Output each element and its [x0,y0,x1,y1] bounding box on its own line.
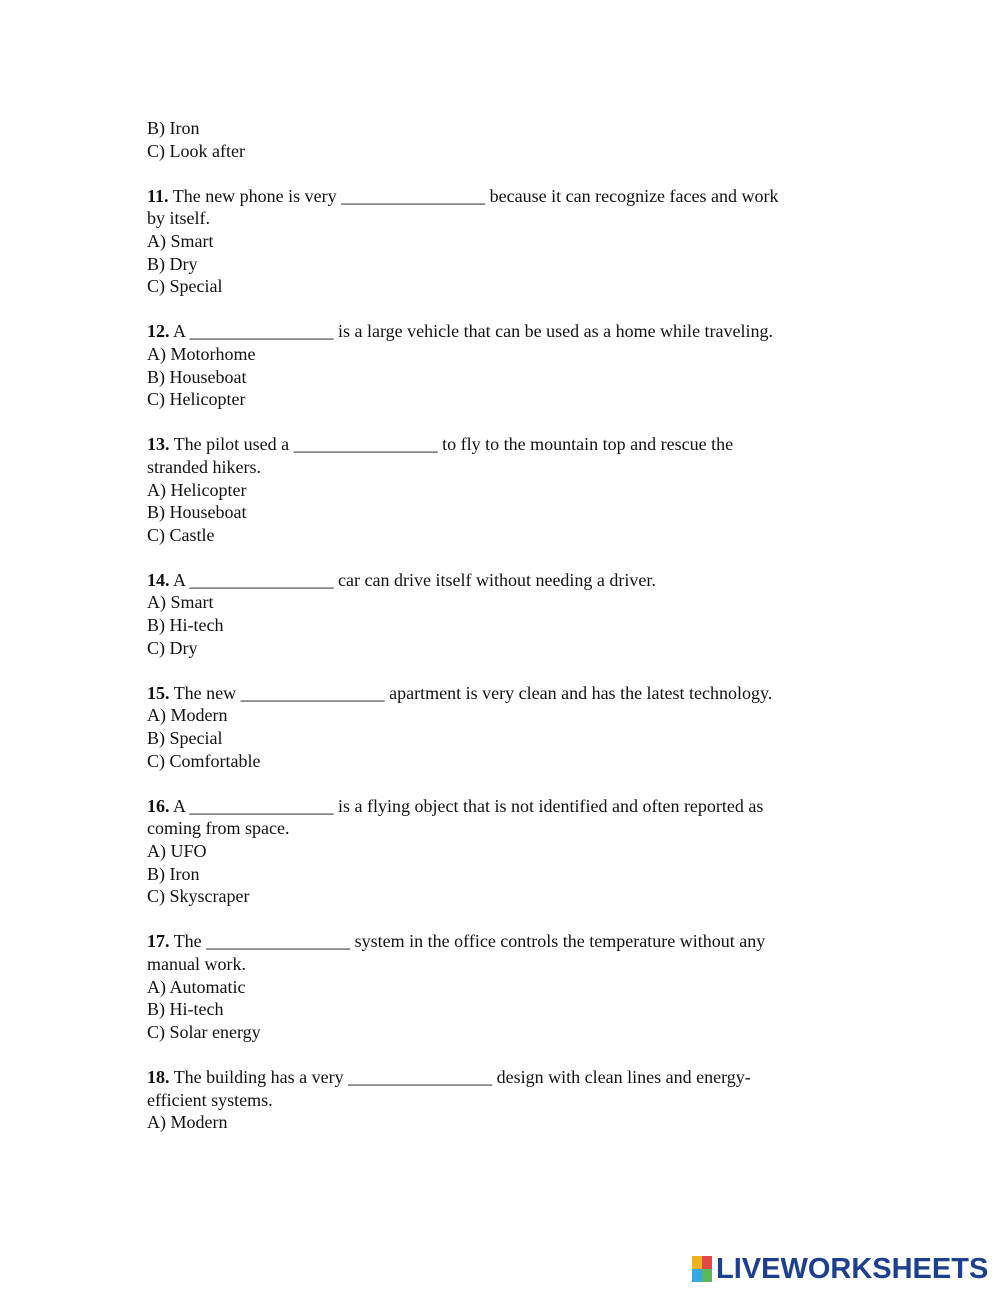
answer-option: A) Motorhome [147,343,256,364]
worksheet-page [147,117,847,1134]
answer-option: C) Dry [147,637,198,658]
question-gap [147,1043,847,1066]
question-block [147,569,847,659]
answer-option: A) UFO [147,841,207,861]
logo-tile [692,1269,702,1282]
question-text: The pilot used a ________________ to fly to the mountain top and rescue the [173,434,734,455]
question-number: 15. [147,682,170,703]
question-text: The new ________________ apartment is very clean and has the latest technology. [173,682,773,703]
question-text: A ________________ is a flying object that is not identified and often reported as [173,795,764,816]
question-gap [147,546,847,569]
answer-option: A) Helicopter [147,479,247,500]
answer-option: A) Automatic [147,976,246,997]
answer-option: A) Modern [147,705,228,726]
lead-in-option: B) Iron [147,118,200,138]
liveworksheets-logo [692,1253,988,1285]
question-text: stranded hikers. [147,456,261,477]
question-stem-line [147,185,847,208]
answer-option: B) Houseboat [147,502,247,523]
answer-option: A) Smart [147,230,214,251]
answer-option: A) Modern [147,1112,228,1133]
answer-option: B) Houseboat [147,366,247,387]
question-text: The new phone is very ________________ because it can recognize faces and work [172,185,779,206]
question-text: coming from space. [147,818,290,839]
question-stem-line [147,817,847,840]
answer-option: C) Skyscraper [147,886,250,907]
question-stem-line [147,569,847,592]
answer-option: C) Special [147,276,223,297]
question-text: The ________________ system in the office controls the temperature without any [173,931,766,952]
answer-option: C) Castle [147,524,215,545]
question-text: The building has a very ________________ design with clean lines and energy- [173,1066,751,1087]
question-text: A ________________ car can drive itself without needing a driver. [173,569,656,590]
question-stem-line [147,1089,847,1112]
question-text: by itself. [147,208,210,229]
question-number: 12. [147,321,170,342]
question-block [147,1066,847,1134]
liveworksheets-logo-icon [692,1256,712,1282]
question-gap [147,908,847,931]
question-block [147,682,847,772]
answer-option: C) Comfortable [147,750,261,771]
question-list [147,162,847,1134]
question-block [147,433,847,546]
answer-option: B) Special [147,728,223,749]
answer-option: A) Smart [147,592,214,613]
logo-tile [702,1269,712,1282]
question-number: 13. [147,434,170,455]
question-gap [147,659,847,682]
question-stem-line [147,1066,847,1089]
question-block [147,930,847,1043]
question-stem-line [147,207,847,230]
question-number: 17. [147,931,170,952]
question-text: A ________________ is a large vehicle that can be used as a home while traveling. [173,321,774,342]
answer-option: B) Hi-tech [147,615,224,636]
question-block [147,320,847,410]
question-gap [147,411,847,434]
answer-option: C) Helicopter [147,389,246,410]
answer-option: B) Iron [147,863,200,884]
question-stem-line [147,930,847,953]
question-number: 11. [147,185,169,206]
question-stem-line [147,682,847,705]
question-number: 18. [147,1066,170,1087]
question-stem-line [147,320,847,343]
question-gap [147,162,847,185]
question-number: 14. [147,569,170,590]
question-block [147,795,847,908]
question-number: 16. [147,795,170,816]
lead-in-option: C) Look after [147,140,245,161]
answer-option: C) Solar energy [147,1021,261,1042]
logo-tile [702,1256,712,1269]
question-stem-line [147,456,847,479]
question-text: efficient systems. [147,1089,273,1110]
question-text: manual work. [147,953,246,974]
answer-option: B) Hi-tech [147,999,224,1020]
question-stem-line [147,953,847,976]
logo-text: LIVEWORKSHEETS [716,1252,989,1285]
question-stem-line [147,433,847,456]
question-gap [147,298,847,321]
question-block [147,185,847,298]
logo-tile [692,1256,702,1269]
question-gap [147,772,847,795]
answer-option: B) Dry [147,253,198,274]
question-stem-line [147,795,847,818]
